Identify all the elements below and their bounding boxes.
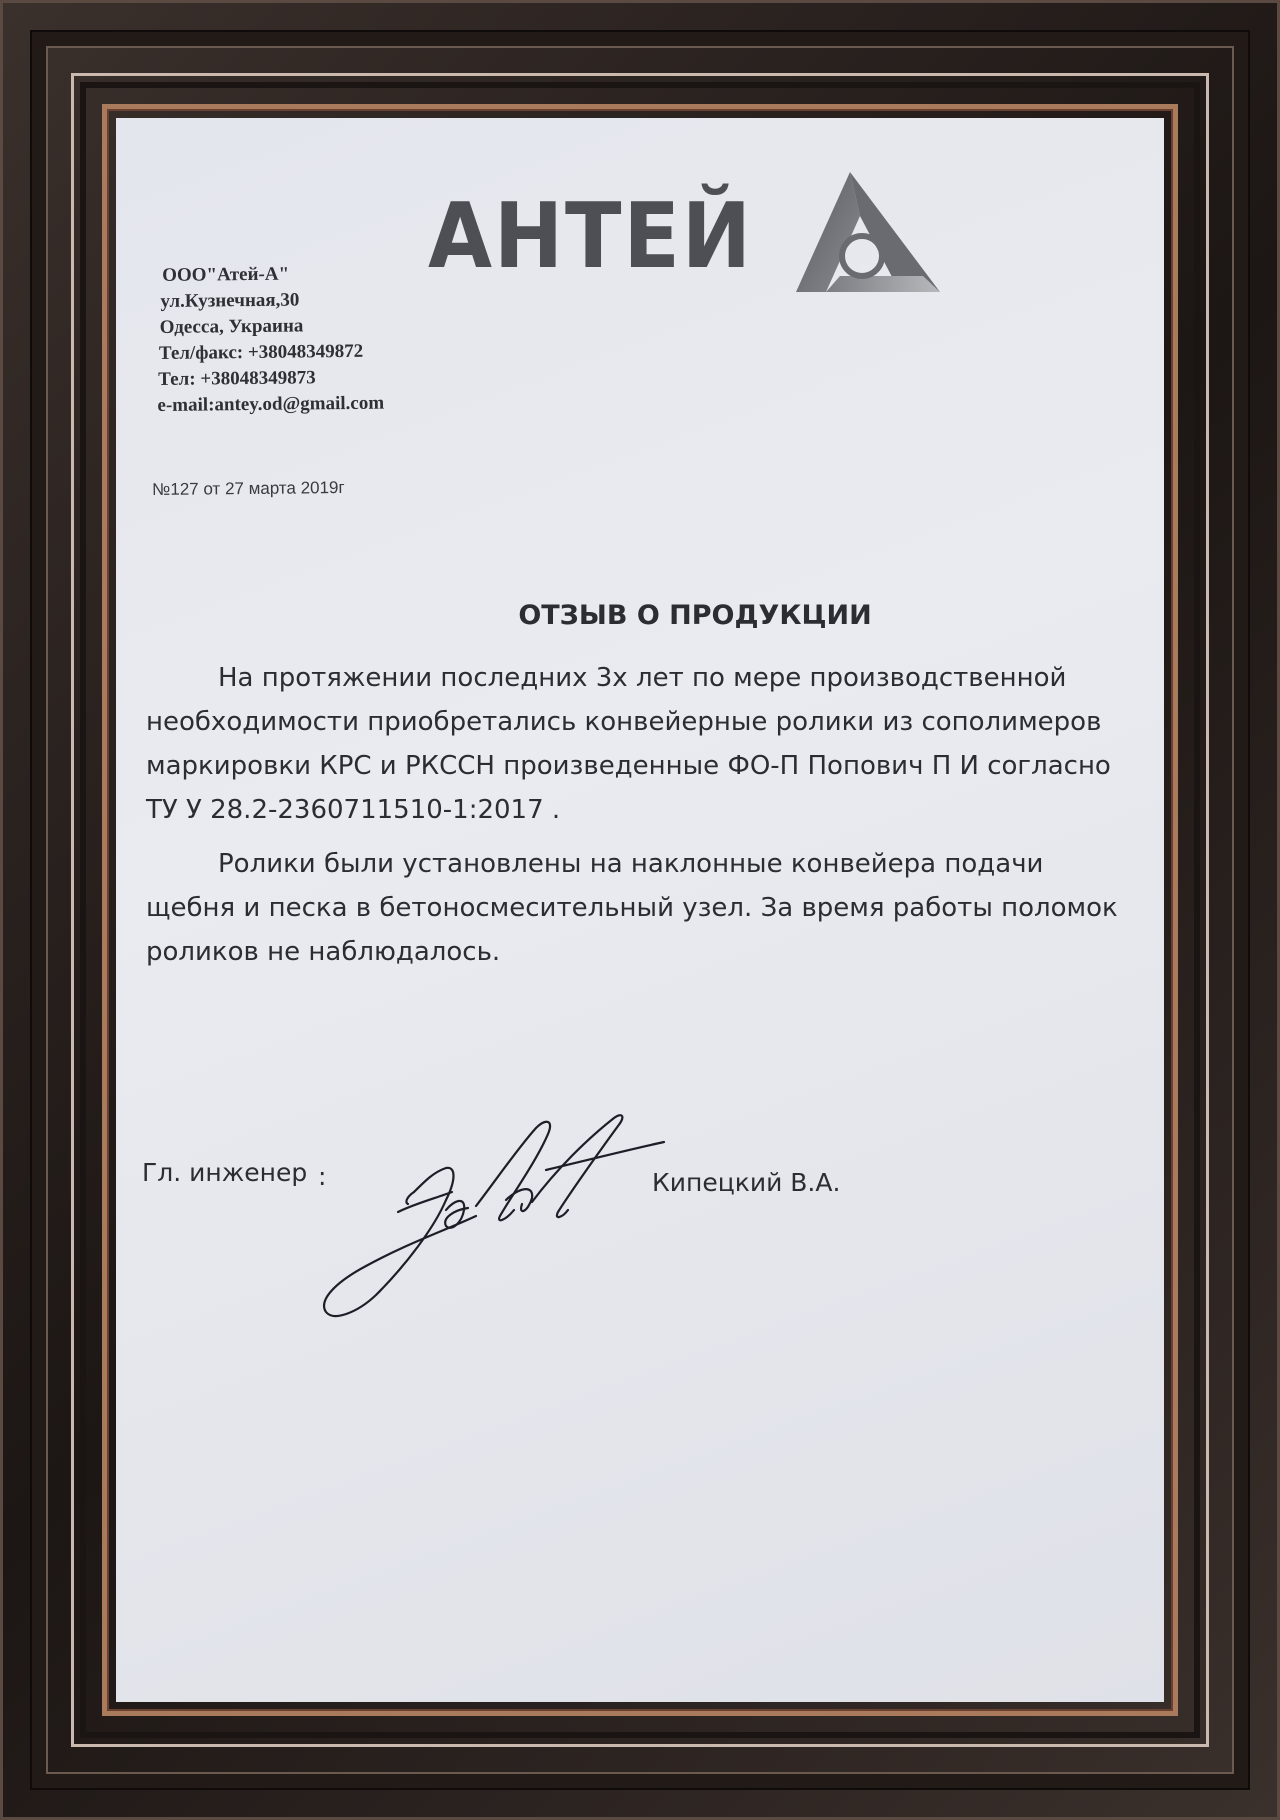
- company-name: ООО"Атей-А": [162, 263, 290, 286]
- svg-text:А: А: [852, 243, 872, 271]
- company-address-block: [156, 261, 384, 419]
- signature-colon: :: [318, 1162, 327, 1191]
- signatory-position: Гл. инженер: [142, 1158, 308, 1187]
- company-tel: Тел: +38048349873: [158, 367, 316, 390]
- document-reference: №127 от 27 марта 2019г: [152, 477, 345, 499]
- triangle-logo-icon: [788, 164, 948, 314]
- document-title: ОТЗЫВ О ПРОДУКЦИИ: [518, 600, 872, 631]
- signatory-name: Кипецкий В.А.: [652, 1168, 841, 1197]
- logo-wordmark: АНТЕЙ: [428, 184, 753, 289]
- company-city: Одесса, Украина: [159, 315, 304, 338]
- company-email: e-mail:antey.od@gmail.com: [157, 392, 385, 416]
- body-paragraph-1: На протяжении последних 3х лет по мере производственной необходимости приобретались конвейерные ролики из сополимеров маркировки КРС и РКССН произведенные ФО-П Попович П И согласно ТУ У 28.2-2360711510-1:2017 .: [146, 663, 1111, 825]
- letter-page: [116, 118, 1164, 1702]
- letter-body: [146, 656, 1131, 984]
- company-logo: [428, 164, 948, 314]
- company-telfax: Тел/факс: +38048349872: [158, 340, 364, 364]
- signature-row: [142, 1158, 1122, 1238]
- body-paragraph-2: Ролики были установлены на наклонные конвейера подачи щебня и песка в бетоносмесительный узел. За время работы поломок роликов не наблюдалось.: [146, 849, 1118, 967]
- company-street: ул.Кузнечная,30: [160, 289, 300, 312]
